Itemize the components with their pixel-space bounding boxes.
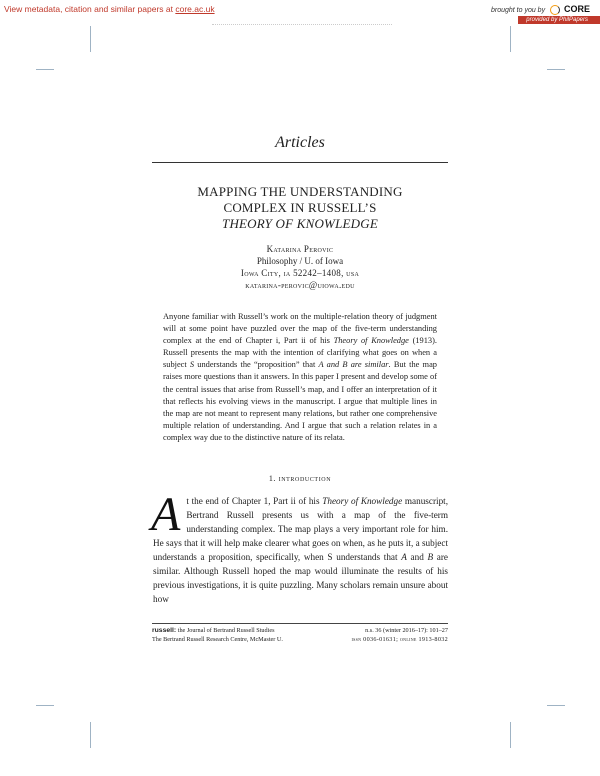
title-divider	[152, 162, 448, 163]
author-name: Katarina Perovic	[266, 244, 334, 254]
author-address: Iowa City, ia 52242–1408, usa	[240, 268, 360, 278]
body-paragraph: At the end of Chapter 1, Part ii of his Theory of Knowledge manuscript, Bertrand Russell presents us with a map of the five-term understanding complex. The map plays a very important role for him. He says that it will help make clearer what goes on when, as he puts it, a subject understands a proposition, specifically, when S understands that A and B are similar. Although Russell hoped the map would illuminate the results of his previous investigations, it is quite puzzling. Many scholars remain unsure about how	[151, 488, 449, 604]
issn-info: issn 0036-01631; online 1913-8032	[351, 635, 448, 643]
title-line-3: THEORY OF KNOWLEDGE	[222, 216, 378, 231]
crop-mark	[90, 722, 91, 748]
crop-mark	[36, 705, 54, 706]
faint-header-mark	[212, 24, 392, 29]
drop-cap: A	[151, 488, 181, 541]
footer-issue	[351, 627, 448, 644]
section-heading: 1. introduction	[268, 474, 332, 483]
author-affiliation: Philosophy / U. of Iowa	[256, 256, 344, 266]
crop-mark	[547, 705, 565, 706]
title-line-1: MAPPING THE UNDERSTANDING	[197, 184, 403, 199]
core-label: CORE	[563, 4, 590, 14]
core-logo-icon	[550, 5, 560, 15]
title-line-2: COMPLEX IN RUSSELL’S	[223, 200, 377, 215]
crop-mark	[36, 69, 54, 70]
journal-brand: russell:	[152, 627, 177, 634]
footer-journal	[152, 627, 283, 644]
author-block	[0, 243, 600, 291]
core-badge[interactable]: brought to you by CORE	[490, 4, 590, 14]
provided-by-badge[interactable]: provided by PhilPapers	[518, 16, 600, 24]
core-banner	[0, 0, 600, 26]
author-email[interactable]: katarina-perovic@uiowa.edu	[245, 280, 355, 290]
core-link[interactable]: core.ac.uk	[175, 4, 215, 14]
journal-name: the Journal of Bertrand Russell Studies	[176, 627, 275, 634]
crop-mark	[547, 69, 565, 70]
abstract: Anyone familiar with Russell’s work on the multiple-relation theory of judgment will at some point have puzzled over the map of the five-term understanding complex at the end of Chapter i, Part ii of his Theory of Knowledge (1913). Russell presents the map with the intention of clarifying what goes on when a subject S understands the “proposition” that A and B are similar. But the map raises more questions than it answers. In this paper I present and develop some of the central issues that arise from Russell’s map, and I offer an interpretation of it that reflects his evolving views in the manuscript. I argue that multiple lines in the map are not meant to represent many relations, but rather one comprehensive multiple relation of understanding. And I argue that such a relation relates in a complex way due to the distinctive nature of its relata.	[163, 312, 437, 442]
paper-title	[0, 184, 600, 232]
section-label: Articles	[275, 134, 325, 151]
research-centre: The Bertrand Russell Research Centre, McMaster U.	[152, 635, 283, 643]
footer-divider	[152, 623, 448, 624]
metadata-link[interactable]: View metadata, citation and similar papers at core.ac.uk	[4, 4, 215, 14]
crop-mark	[510, 26, 511, 52]
crop-mark	[510, 722, 511, 748]
crop-mark	[90, 26, 91, 52]
issue-info: n.s. 36 (winter 2016–17): 101–27	[365, 627, 448, 634]
